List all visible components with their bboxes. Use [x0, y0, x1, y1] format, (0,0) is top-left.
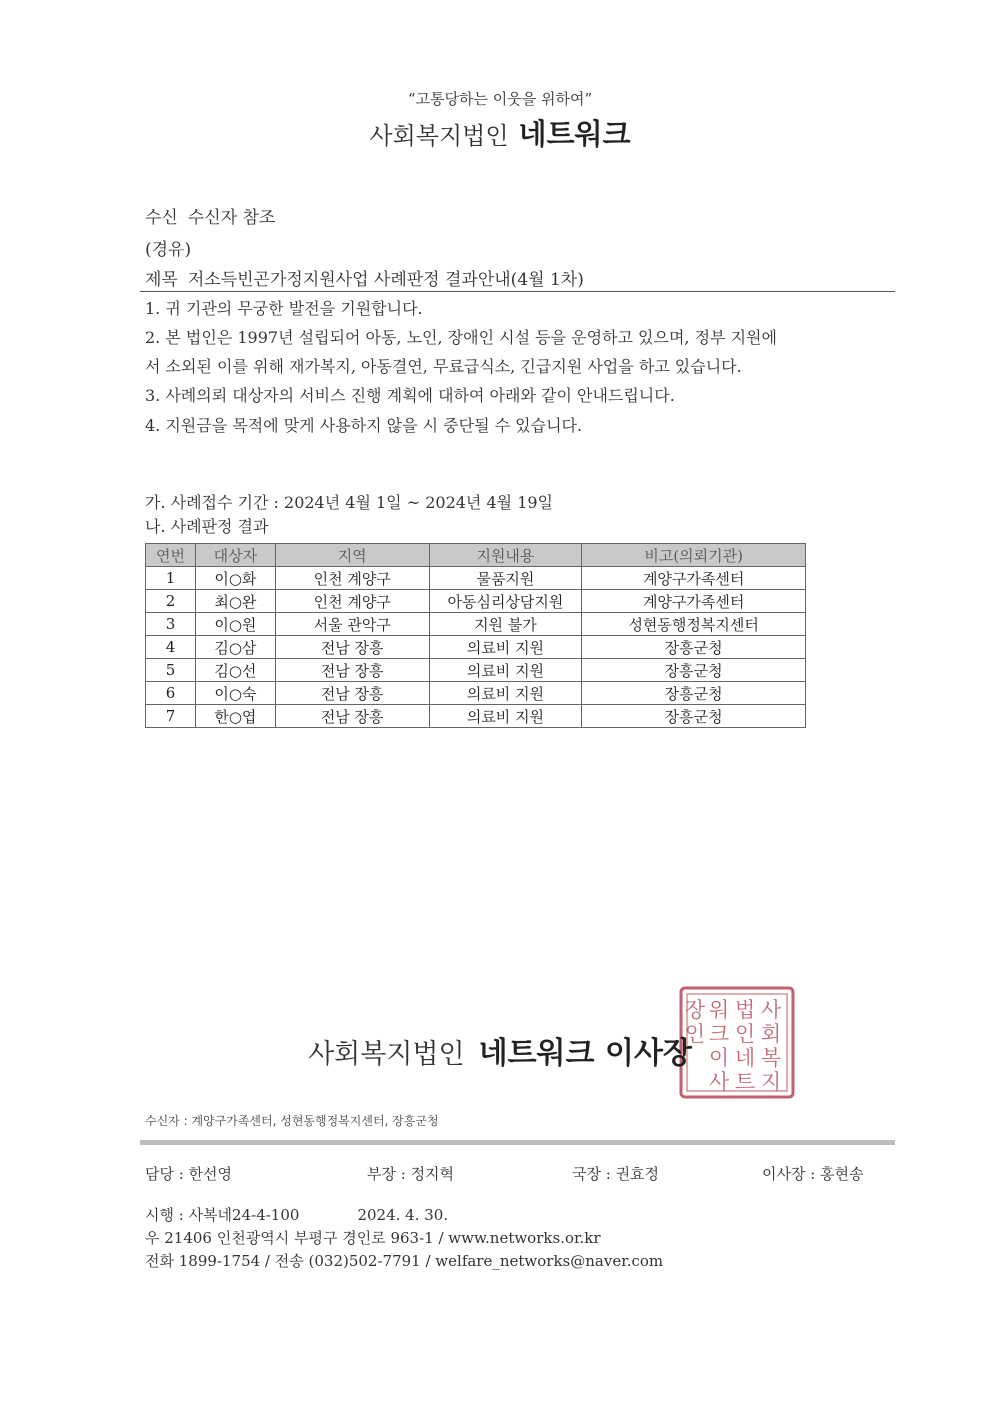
cell-support: 아동심리상담지원	[429, 590, 582, 613]
cell-note: 계양구가족센터	[582, 567, 806, 590]
svg-text:워: 워	[708, 998, 730, 1022]
cell-no: 6	[146, 682, 196, 705]
cell-person: 한○엽	[195, 705, 275, 728]
org-header	[0, 112, 1000, 153]
cell-no: 1	[146, 567, 196, 590]
table-header-row	[146, 544, 806, 567]
cell-note: 성현동행정복지센터	[582, 613, 806, 636]
recipient-line	[145, 203, 275, 228]
svg-text:트: 트	[734, 1070, 756, 1094]
section-a: 가. 사례접수 기간 : 2024년 4월 1일 ~ 2024년 4월 19일	[145, 493, 554, 512]
table-row	[146, 590, 806, 613]
col-header-no: 연번	[146, 544, 196, 567]
cell-note: 장흥군청	[582, 659, 806, 682]
body-paragraph-2a: 2. 본 법인은 1997년 설립되어 아동, 노인, 장애인 시설 등을 운영하고 있으며, 정부 지원에	[145, 328, 777, 347]
subject-divider	[140, 291, 895, 292]
cell-person: 이○화	[195, 567, 275, 590]
motto: “고통당하는 이웃을 위하여”	[407, 90, 593, 108]
svg-text:장: 장	[684, 998, 706, 1022]
subject-value: 저소득빈곤가정지원사업 사례판정 결과안내(4월 1차)	[187, 270, 584, 290]
col-header-region: 지역	[275, 544, 429, 567]
issue-date: 2024. 4. 30.	[357, 1206, 449, 1224]
cell-no: 2	[146, 590, 196, 613]
body-paragraph-3: 3. 사례의뢰 대상자의 서비스 진행 계획에 대하여 아래와 같이 안내드립니다.	[145, 386, 675, 405]
table-row	[146, 636, 806, 659]
cell-no: 3	[146, 613, 196, 636]
table-row	[146, 705, 806, 728]
org-name: 네트워크	[518, 117, 631, 151]
result-table	[145, 543, 806, 728]
staff-manager: 담당 : 한선영	[145, 1165, 233, 1183]
body-paragraph-2b: 서 소외된 이를 위해 재가복지, 아동결연, 무료급식소, 긴급지원 사업을 하고 있습니다.	[145, 357, 742, 376]
svg-text:사: 사	[760, 998, 782, 1022]
svg-text:인: 인	[684, 1022, 706, 1046]
cell-person: 이○숙	[195, 682, 275, 705]
subject-label: 제목	[145, 270, 178, 290]
address-line: 우 21406 인천광역시 부평구 경인로 963-1 / www.networks.or.kr	[145, 1229, 601, 1247]
subject-line	[145, 265, 584, 290]
org-prefix: 사회복지법인	[369, 122, 509, 150]
signer	[0, 1028, 1000, 1072]
svg-text:복: 복	[760, 1046, 782, 1070]
footer-divider	[140, 1140, 895, 1145]
cell-note: 장흥군청	[582, 682, 806, 705]
cell-person: 김○삼	[195, 636, 275, 659]
svg-text:네: 네	[734, 1046, 756, 1070]
cell-no: 5	[146, 659, 196, 682]
svg-text:이: 이	[708, 1046, 730, 1070]
col-header-support: 지원내용	[429, 544, 582, 567]
recipient-value: 수신자 참조	[187, 208, 276, 228]
cell-no: 4	[146, 636, 196, 659]
svg-text:지: 지	[760, 1070, 782, 1094]
table-row	[146, 659, 806, 682]
col-header-note: 비고(의뢰기관)	[582, 544, 806, 567]
cell-support: 지원 불가	[429, 613, 582, 636]
signer-org-prefix: 사회복지법인	[308, 1039, 465, 1070]
signer-name: 네트워크 이사장	[478, 1036, 692, 1071]
cell-no: 7	[146, 705, 196, 728]
staff-chairman: 이사장 : 홍현송	[762, 1165, 864, 1183]
cell-note: 계양구가족센터	[582, 590, 806, 613]
staff-chief: 국장 : 권효정	[572, 1165, 660, 1183]
cell-person: 최○완	[195, 590, 275, 613]
issue-line	[145, 1204, 448, 1225]
table-row	[146, 682, 806, 705]
svg-text:사: 사	[708, 1070, 730, 1094]
cell-person: 이○원	[195, 613, 275, 636]
table-row	[146, 613, 806, 636]
cell-region: 전남 장흥	[275, 682, 429, 705]
cell-note: 장흥군청	[582, 636, 806, 659]
cell-region: 전남 장흥	[275, 636, 429, 659]
cell-support: 의료비 지원	[429, 659, 582, 682]
svg-text:크: 크	[708, 1022, 730, 1046]
staff-director: 부장 : 정지혁	[367, 1165, 455, 1183]
recipients-list: 수신자 : 계양구가족센터, 성현동행정복지센터, 장흥군청	[145, 1114, 439, 1128]
svg-text:법: 법	[734, 998, 756, 1022]
cell-region: 인천 계양구	[275, 590, 429, 613]
cell-person: 김○선	[195, 659, 275, 682]
body-paragraph-1: 1. 귀 기관의 무궁한 발전을 기원합니다.	[145, 299, 423, 318]
cell-support: 물품지원	[429, 567, 582, 590]
via-line: (경유)	[145, 240, 192, 260]
svg-text:회: 회	[760, 1022, 782, 1046]
cell-region: 전남 장흥	[275, 659, 429, 682]
recipient-label: 수신	[145, 208, 178, 228]
cell-support: 의료비 지원	[429, 682, 582, 705]
svg-text:인: 인	[734, 1022, 756, 1046]
cell-support: 의료비 지원	[429, 705, 582, 728]
issue-number: 시행 : 사복네24-4-100	[145, 1206, 300, 1224]
table-row	[146, 567, 806, 590]
cell-region: 인천 계양구	[275, 567, 429, 590]
col-header-person: 대상자	[195, 544, 275, 567]
cell-support: 의료비 지원	[429, 636, 582, 659]
cell-note: 장흥군청	[582, 705, 806, 728]
body-paragraph-4: 4. 지원금을 목적에 맞게 사용하지 않을 시 중단될 수 있습니다.	[145, 416, 583, 435]
cell-region: 서울 관악구	[275, 613, 429, 636]
section-b: 나. 사례판정 결과	[145, 517, 269, 536]
contact-line: 전화 1899-1754 / 전송 (032)502-7791 / welfare_networks@naver.com	[145, 1252, 664, 1270]
cell-region: 전남 장흥	[275, 705, 429, 728]
